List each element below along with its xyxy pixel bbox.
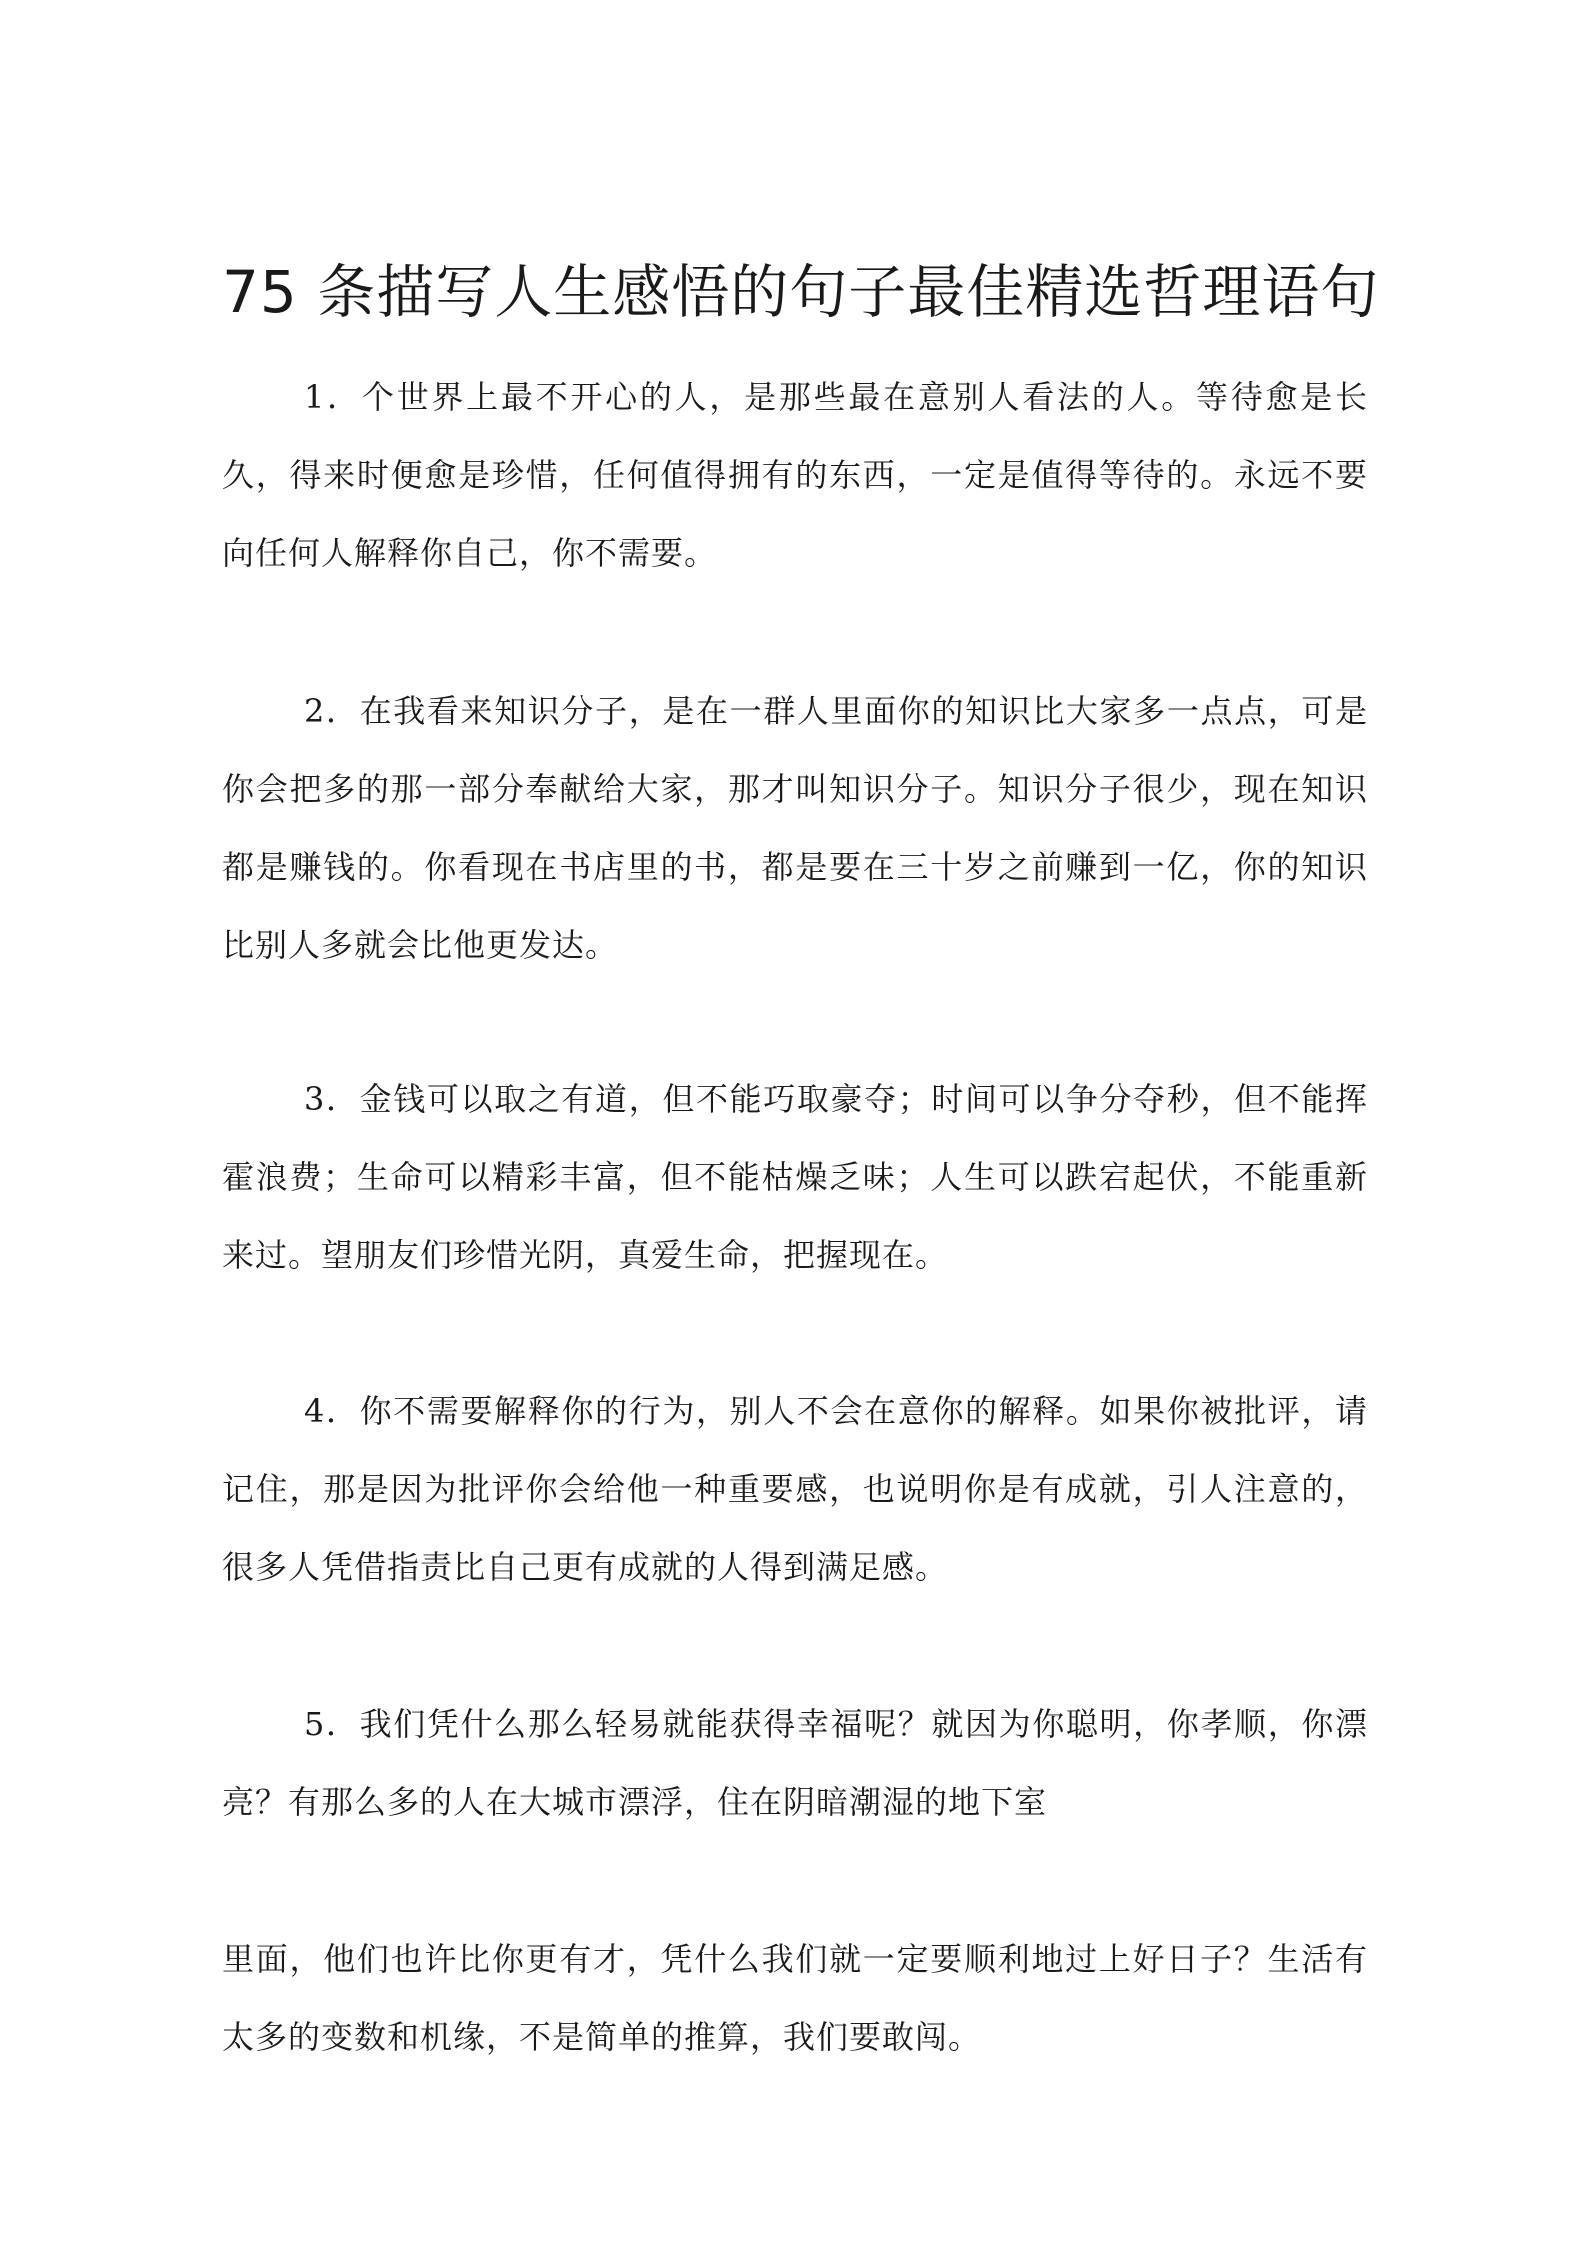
paragraph-1	[222, 358, 1368, 592]
paragraph-3-text: 3．金钱可以取之有道，但不能巧取豪夺；时间可以争分夺秒，但不能挥霍浪费；生命可以精彩丰富，但不能枯燥乏味；人生可以跌宕起伏，不能重新来过。望朋友们珍惜光阴，真爱生命，把握现在。	[222, 1080, 1368, 1274]
paragraph-1-text: 1．个世界上最不开心的人，是那些最在意别人看法的人。等待愈是长久，得来时便愈是珍惜，任何值得拥有的东西，一定是值得等待的。永远不要向任何人解释你自己，你不需要。	[222, 378, 1368, 572]
document-title: 75 条描写人生感悟的句子最佳精选哲理语句	[222, 258, 1380, 326]
paragraph-4-text: 4．你不需要解释你的行为，别人不会在意你的解释。如果你被批评，请记住，那是因为批评你会给他一种重要感，也说明你是有成就，引人注意的，很多人凭借指责比自己更有成就的人得到满足感。	[222, 1392, 1368, 1586]
paragraph-4	[222, 1372, 1368, 1606]
paragraph-5-continued-text: 里面，他们也许比你更有才，凭什么我们就一定要顺利地过上好日子？生活有太多的变数和机缘，不是简单的推算，我们要敢闯。	[222, 1940, 1368, 2056]
paragraph-5	[222, 1685, 1368, 1841]
paragraph-2	[222, 672, 1368, 984]
paragraph-5-text: 5．我们凭什么那么轻易就能获得幸福呢？就因为你聪明，你孝顺，你漂亮？有那么多的人在大城市漂浮，住在阴暗潮湿的地下室	[222, 1705, 1368, 1821]
paragraph-5-continued	[222, 1920, 1368, 2076]
paragraph-2-text: 2．在我看来知识分子，是在一群人里面你的知识比大家多一点点，可是你会把多的那一部分奉献给大家，那才叫知识分子。知识分子很少，现在知识都是赚钱的。你看现在书店里的书，都是要在三十岁之前赚到一亿，你的知识比别人多就会比他更发达。	[222, 692, 1368, 964]
paragraph-3	[222, 1060, 1368, 1294]
